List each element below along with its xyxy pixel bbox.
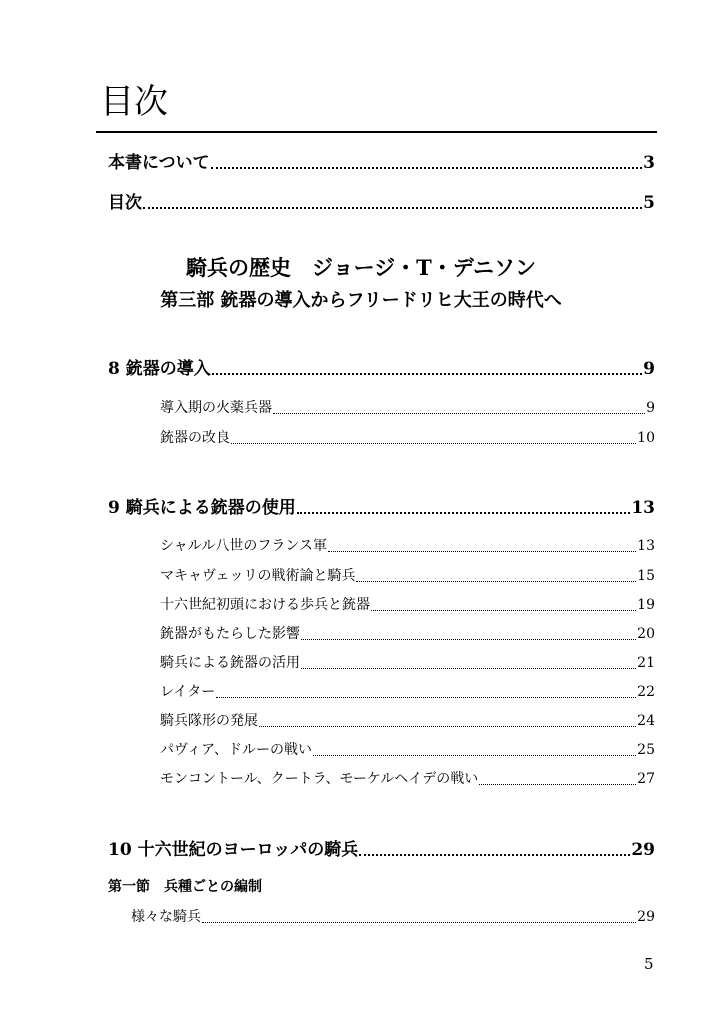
toc-entry-page: 3 [643, 153, 655, 173]
dot-leader [313, 755, 636, 756]
toc-subentry[interactable] [160, 397, 655, 417]
dot-leader [297, 512, 631, 514]
book-title: 騎兵の歴史 ジョージ・T・デニソン [186, 255, 536, 280]
dot-leader [212, 373, 642, 375]
subentry-label: パヴィア、ドルーの戦い [160, 742, 313, 758]
subentry-page: 19 [637, 597, 655, 613]
toc-entry-label: 目次 [108, 193, 142, 213]
dot-leader [328, 551, 636, 552]
dot-leader [301, 639, 636, 640]
toc-subentry[interactable] [160, 565, 655, 585]
toc-subentry[interactable] [131, 906, 655, 926]
dot-leader [259, 726, 636, 727]
toc-subentry[interactable] [160, 652, 655, 672]
subentry-page: 29 [637, 909, 655, 925]
subentry-page: 20 [637, 626, 655, 642]
dot-leader [371, 610, 636, 611]
subentry-page: 13 [637, 538, 655, 554]
toc-entry-page: 5 [643, 193, 655, 213]
dot-leader [273, 413, 645, 414]
toc-subentry[interactable] [160, 535, 655, 555]
dot-leader [359, 854, 630, 856]
toc-subentry[interactable] [160, 427, 655, 447]
subentry-label: 様々な騎兵 [131, 909, 201, 925]
subentry-page: 10 [637, 430, 655, 446]
title-rule [96, 131, 657, 133]
toc-subentry[interactable] [160, 623, 655, 643]
subentry-page: 24 [637, 713, 655, 729]
chapter-page: 29 [631, 840, 655, 860]
chapter-entry[interactable] [108, 835, 655, 860]
chapter-label: 9 騎兵による銃器の使用 [108, 498, 296, 518]
dot-leader [211, 167, 642, 169]
subentry-label: 導入期の火薬兵器 [160, 400, 272, 416]
subentry-page: 25 [637, 742, 655, 758]
subentry-label: 銃器の改良 [160, 430, 230, 446]
subentry-label: マキャヴェッリの戦術論と騎兵 [160, 568, 356, 584]
toc-entry[interactable] [108, 148, 655, 173]
chapter-label: 8 銃器の導入 [108, 359, 211, 379]
dot-leader [202, 922, 636, 923]
subentry-page: 22 [637, 684, 655, 700]
dot-leader [231, 443, 636, 444]
toc-entry[interactable] [108, 188, 655, 213]
chapter-page: 9 [643, 359, 655, 379]
subentry-page: 27 [637, 771, 655, 787]
subentry-label: 十六世紀初頭における歩兵と銃器 [160, 597, 370, 613]
chapter-entry[interactable] [108, 354, 655, 379]
section-title: 第一節 兵種ごとの編制 [108, 879, 262, 895]
subentry-page: 15 [637, 568, 655, 584]
toc-subentry[interactable] [160, 768, 655, 788]
dot-leader [216, 697, 636, 698]
toc-entry-label: 本書について [108, 153, 210, 173]
page-number: 5 [644, 955, 654, 973]
toc-subentry[interactable] [160, 594, 655, 614]
subentry-page: 9 [646, 400, 655, 416]
subentry-page: 21 [637, 655, 655, 671]
subentry-label: レイター [160, 684, 216, 700]
subentry-label: シャルル八世のフランス軍 [160, 538, 327, 554]
toc-subentry[interactable] [160, 681, 655, 701]
chapter-page: 13 [631, 498, 655, 518]
chapter-entry[interactable] [108, 493, 655, 518]
subentry-label: 騎兵による銃器の活用 [160, 655, 300, 671]
dot-leader [356, 581, 636, 582]
dot-leader [143, 207, 642, 209]
toc-subentry[interactable] [160, 739, 655, 759]
dot-leader [479, 784, 636, 785]
part-title: 第三部 銃器の導入からフリードリヒ大王の時代へ [160, 290, 562, 311]
chapter-label: 10 十六世紀のヨーロッパの騎兵 [108, 840, 359, 860]
page-title: 目次 [100, 82, 168, 122]
dot-leader [301, 668, 636, 669]
subentry-label: モンコントール、クートラ、モーケルヘイデの戦い [160, 771, 479, 787]
subentry-label: 騎兵隊形の発展 [160, 713, 258, 729]
toc-subentry[interactable] [160, 710, 655, 730]
subentry-label: 銃器がもたらした影響 [160, 626, 300, 642]
